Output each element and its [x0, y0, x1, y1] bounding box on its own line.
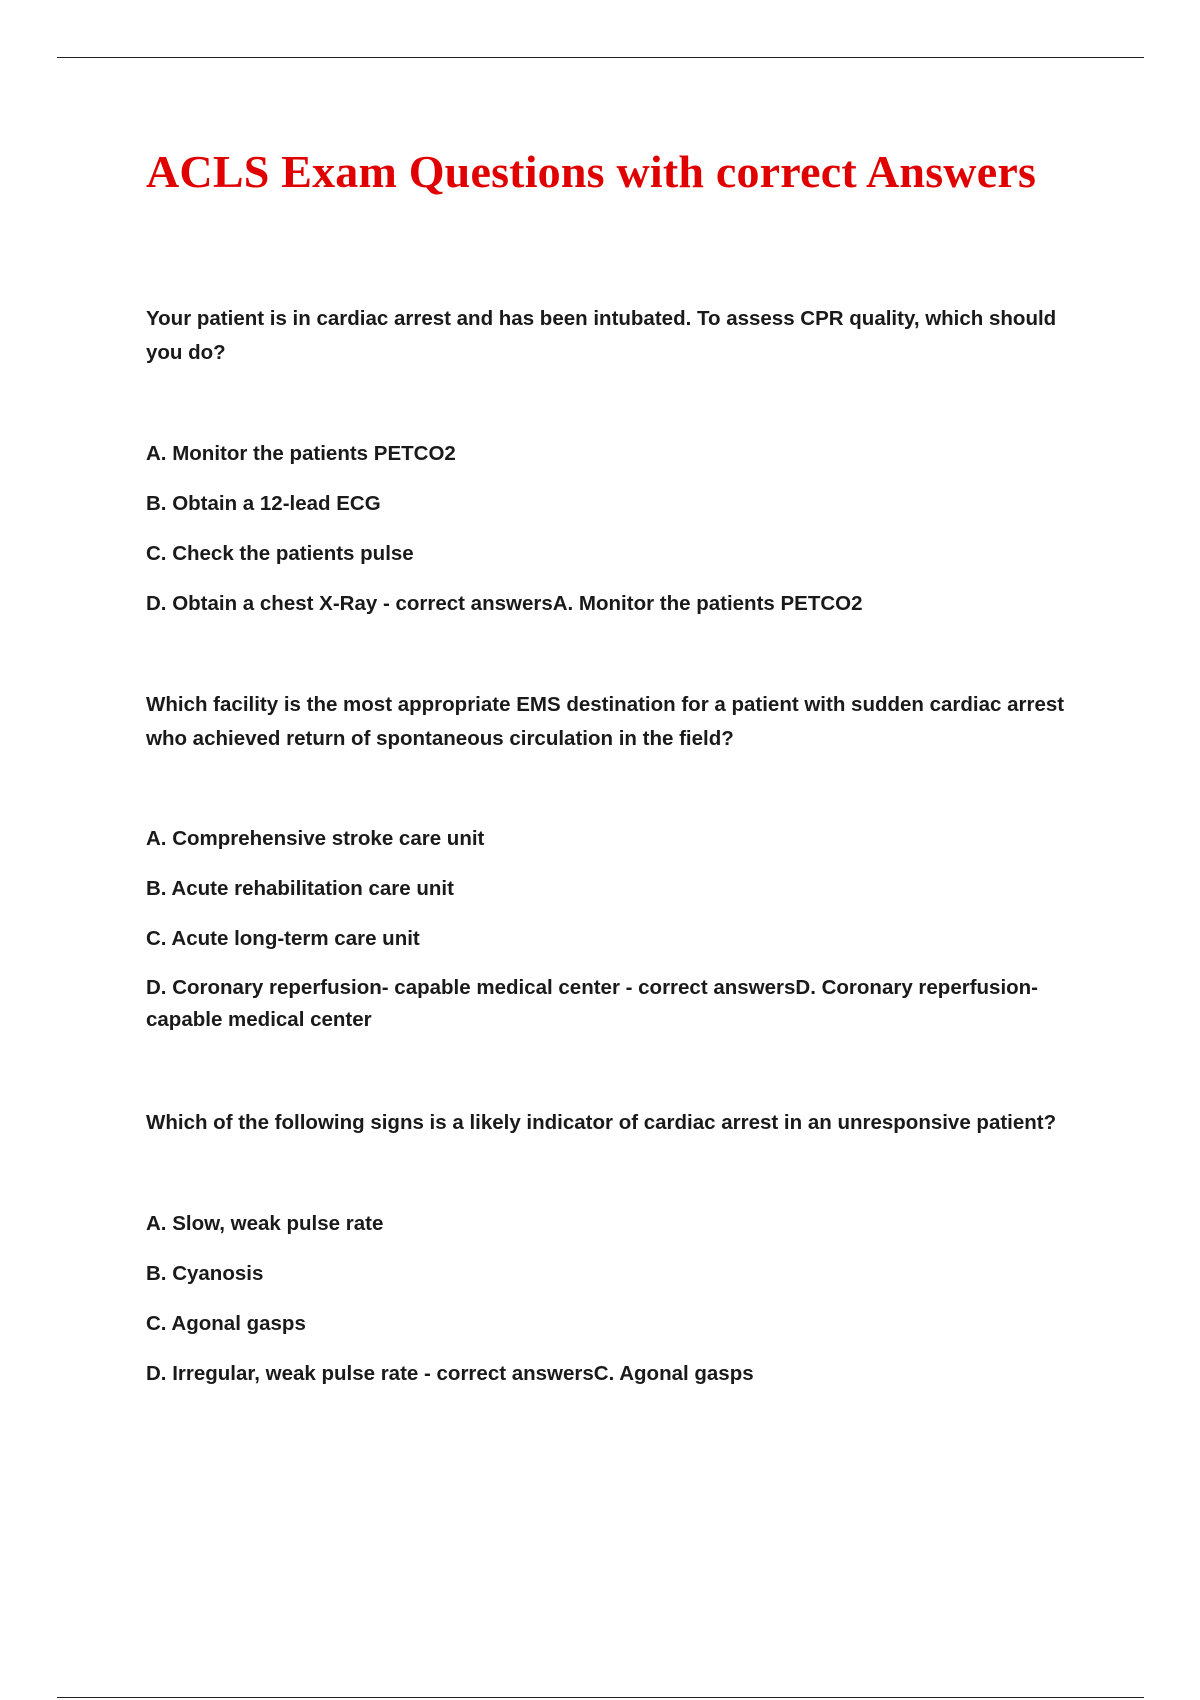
question-1-option-c: C. Check the patients pulse	[146, 542, 414, 565]
question-1-option-a: A. Monitor the patients PETCO2	[146, 442, 456, 465]
question-3-option-b: B. Cyanosis	[146, 1262, 264, 1285]
footer-rule	[57, 1697, 1144, 1698]
question-3-option-c: C. Agonal gasps	[146, 1312, 306, 1335]
question-3-text: Which of the following signs is a likely indicator of cardiac arrest in an unresponsive patient?	[146, 1111, 1057, 1134]
question-1-options	[146, 437, 1086, 637]
page-title: ACLS Exam Questions with correct Answers	[146, 146, 1037, 197]
question-1-option-d-answer: D. Obtain a chest X-Ray - correct answersA. Monitor the patients PETCO2	[146, 592, 863, 615]
question-3-options	[146, 1207, 1086, 1407]
question-2-options	[146, 822, 1086, 1052]
question-2-option-d-answer: D. Coronary reperfusion- capable medical center - correct answersD. Coronary reperfusion-capable medical center	[146, 976, 1039, 1031]
question-3-option-d-answer: D. Irregular, weak pulse rate - correct answersC. Agonal gasps	[146, 1362, 754, 1385]
question-2-option-a: A. Comprehensive stroke care unit	[146, 827, 485, 850]
question-2-option-b: B. Acute rehabilitation care unit	[146, 877, 454, 900]
header-rule	[57, 57, 1144, 58]
question-2-option-c: C. Acute long-term care unit	[146, 927, 420, 950]
question-2-text: Which facility is the most appropriate EMS destination for a patient with sudden cardiac arrest who achieved return of spontaneous circulation in the field?	[146, 693, 1065, 750]
question-1-option-b: B. Obtain a 12-lead ECG	[146, 492, 381, 515]
question-1-text: Your patient is in cardiac arrest and has been intubated. To assess CPR quality, which should you do?	[146, 307, 1057, 364]
question-3-option-a: A. Slow, weak pulse rate	[146, 1212, 384, 1235]
